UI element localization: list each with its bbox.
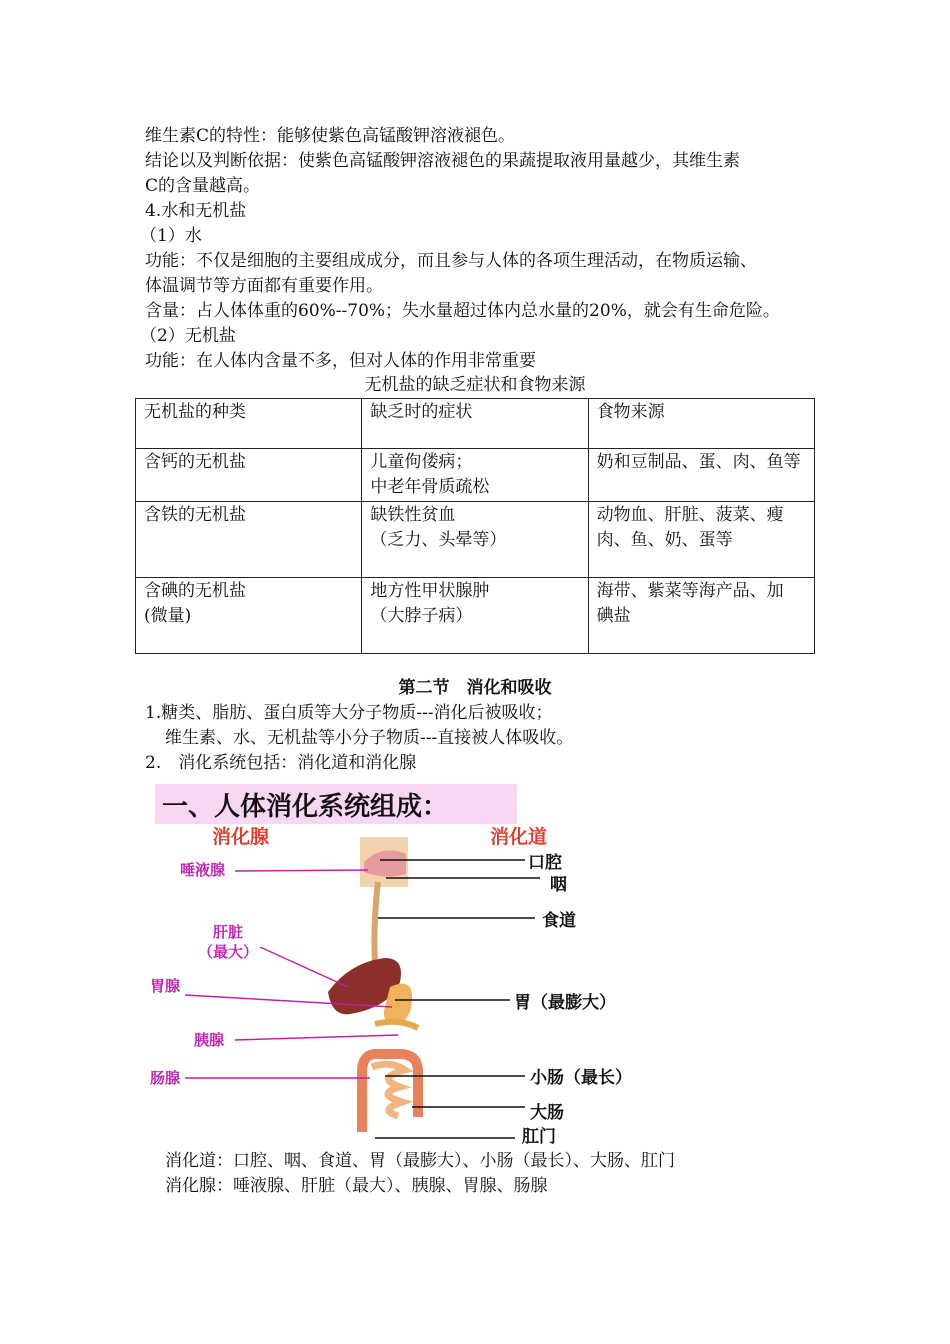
text-line: 体温调节等方面都有重要作用。: [145, 276, 383, 296]
label-stomach: 胃（最膨大）: [514, 993, 616, 1013]
leader-line: [260, 947, 348, 987]
label-intestinal-gland: 肠腺: [150, 1069, 181, 1087]
digestive-system-figure: [150, 782, 670, 1147]
text-line: 结论以及判断依据：使紫色高锰酸钾溶液褪色的果蔬提取液用量越少，其维生素: [145, 151, 740, 171]
table-cell: 动物血、肝脏、菠菜、瘦 肉、鱼、奶、蛋等: [588, 502, 814, 578]
text-line: C的含量越高。: [145, 176, 261, 196]
table-row: [136, 502, 815, 578]
label-esophagus: 食道: [542, 911, 576, 931]
label-gastric-gland: 胃腺: [150, 977, 181, 995]
header-cell: 无机盐的种类: [136, 399, 362, 449]
label-large-intestine: 大肠: [530, 1103, 564, 1123]
text-line: 功能：不仅是细胞的主要组成成分，而且参与人体的各项生理活动，在物质运输、: [145, 251, 757, 271]
leader-line: [235, 1035, 398, 1040]
label-anus: 肛门: [522, 1127, 556, 1147]
summary-tract: 消化道：口腔、咽、食道、胃（最膨大）、小肠（最长）、大肠、肛门: [165, 1151, 675, 1171]
header-cell: 食物来源: [588, 399, 814, 449]
digestive-organs-illustration: [150, 782, 670, 1147]
label-small-intestine: 小肠（最长）: [530, 1068, 632, 1088]
text-line: 维生素C的特性：能够使紫色高锰酸钾溶液褪色。: [145, 126, 516, 146]
tract-heading: 消化道: [490, 826, 548, 848]
table-cell: 地方性甲状腺肿 （大脖子病）: [362, 578, 588, 654]
label-pancreas: 胰腺: [194, 1031, 225, 1049]
table-row: [136, 578, 815, 654]
figure-title: 一、人体消化系统组成：: [162, 792, 449, 822]
subheading: （1）水: [140, 226, 202, 246]
summary-glands: 消化腺：唾液腺、肝脏（最大）、胰腺、胃腺、肠腺: [165, 1176, 548, 1196]
table-caption: 无机盐的缺乏症状和食物来源: [364, 375, 586, 395]
table-cell: 奶和豆制品、蛋、肉、鱼等: [588, 449, 814, 502]
table-cell: 海带、紫菜等海产品、加 碘盐: [588, 578, 814, 654]
section-heading: 4.水和无机盐: [145, 201, 247, 221]
text-line: 含量：占人体体重的60%--70%；失水量超过体内总水量的20%，就会有生命危险。: [145, 301, 780, 321]
text-line: 1.糖类、脂肪、蛋白质等大分子物质---消化后被吸收；: [145, 703, 553, 723]
label-mouth: 口腔: [528, 853, 562, 873]
label-salivary-gland: 唾液腺: [180, 861, 226, 879]
label-liver: 肝脏 （最大）: [198, 923, 259, 961]
pancreas-shape: [375, 1022, 418, 1028]
subheading: （2）无机盐: [140, 326, 236, 346]
text-line: 功能：在人体内含量不多，但对人体的作用非常重要: [145, 351, 536, 371]
section-title: 第二节 消化和吸收: [398, 678, 552, 698]
table-cell: 儿童佝偻病； 中老年骨质疏松: [362, 449, 588, 502]
minerals-table: [135, 398, 815, 654]
small-intestine-shape: [372, 1064, 405, 1116]
text-line: 维生素、水、无机盐等小分子物质---直接被人体吸收。: [165, 728, 574, 748]
table-cell: 含钙的无机盐: [136, 449, 362, 502]
table-row: [136, 449, 815, 502]
label-pharynx: 咽: [550, 875, 567, 895]
leader-line: [235, 870, 368, 871]
table-cell: 含碘的无机盐 (微量): [136, 578, 362, 654]
table-cell: 缺铁性贫血 （乏力、头晕等）: [362, 502, 588, 578]
glands-heading: 消化腺: [212, 826, 270, 848]
text-line: 2. 消化系统包括：消化道和消化腺: [145, 753, 417, 773]
header-cell: 缺乏时的症状: [362, 399, 588, 449]
table-header-row: [136, 399, 815, 449]
table-cell: 含铁的无机盐: [136, 502, 362, 578]
